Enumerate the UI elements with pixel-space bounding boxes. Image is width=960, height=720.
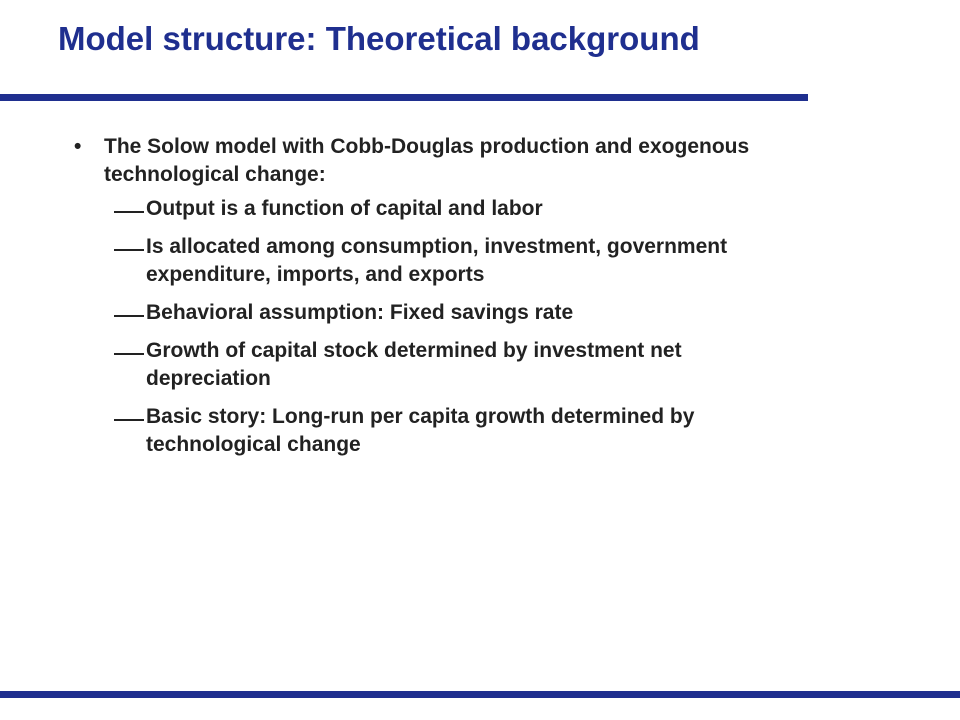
sub-bullet-text: Growth of capital stock determined by investment net depreciation <box>146 339 682 390</box>
sub-bullet-item <box>104 233 794 289</box>
footer-divider <box>0 691 960 698</box>
title-divider <box>0 94 808 101</box>
sub-bullet-text: Is allocated among consumption, investment, government expenditure, imports, and exports <box>146 235 728 286</box>
sub-bullet-text: Behavioral assumption: Fixed savings rate <box>146 301 574 324</box>
sub-bullet-text: Output is a function of capital and labor <box>146 197 543 220</box>
bullet-text: The Solow model with Cobb-Douglas production and exogenous technological change: <box>104 135 750 186</box>
dash-icon <box>114 419 144 421</box>
dash-icon <box>114 315 144 317</box>
sub-bullet-item <box>104 403 794 459</box>
slide-title: Model structure: Theoretical background <box>58 20 700 57</box>
dash-icon <box>114 211 144 213</box>
dash-icon <box>114 353 144 355</box>
sub-bullet-item <box>104 195 794 223</box>
bullet-item <box>74 133 794 459</box>
sub-bullet-text: Basic story: Long-run per capita growth determined by technological change <box>146 405 695 456</box>
sub-bullet-item <box>104 299 794 327</box>
bullet-list <box>74 133 794 469</box>
bullet-icon: • <box>74 135 82 158</box>
sub-bullet-list <box>104 195 794 459</box>
dash-icon <box>114 249 144 251</box>
sub-bullet-item <box>104 337 794 393</box>
